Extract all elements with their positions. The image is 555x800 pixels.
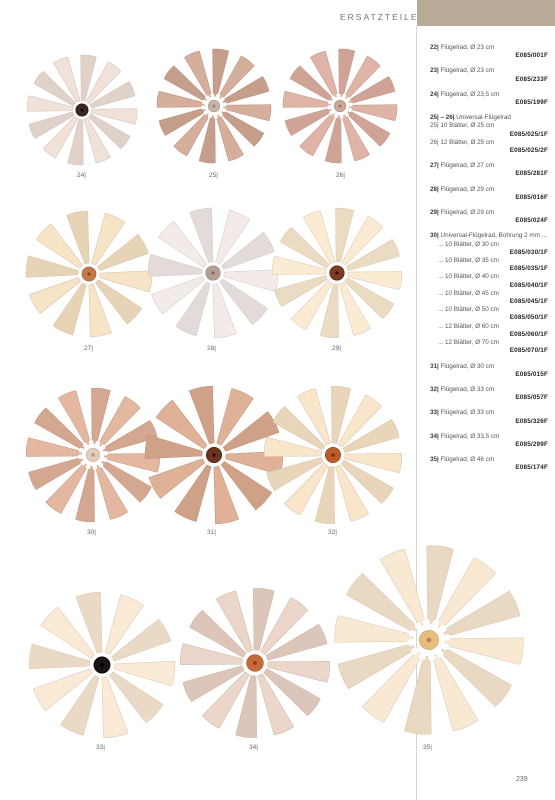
list-item: 31| Flügelrad, Ø 30 cm E085/015F: [430, 362, 548, 378]
article-code: E085/016F: [515, 193, 548, 201]
list-item: 24| Flügelrad, Ø 23,5 cm E085/199F: [430, 90, 548, 107]
article-code: E085/040/1F: [509, 281, 548, 289]
article-code: E085/001F: [515, 52, 548, 60]
article-code: E085/050/1F: [509, 314, 548, 322]
article-code: E085/045/1F: [509, 298, 548, 306]
fan-caption-27: 27|: [84, 345, 93, 352]
article-code: E085/024F: [515, 217, 548, 225]
article-code: E085/025/1F: [509, 130, 548, 138]
fan-image-26: [282, 48, 398, 164]
article-code: E085/025/2F: [509, 147, 548, 155]
list-item: 23| Flügelrad, Ø 23 cm E085/233F: [430, 67, 548, 83]
fan-caption-28: 28|: [207, 345, 216, 352]
list-item: 29| Flügelrad, Ø 29 cm E085/024F: [430, 209, 548, 225]
fan-caption-34: 34|: [249, 744, 258, 751]
fan-image-28: [147, 207, 279, 339]
fan-image-29: [271, 207, 403, 339]
article-code: E085/233F: [515, 75, 548, 83]
article-code: E085/326F: [515, 417, 548, 425]
fan-caption-31: 31|: [207, 529, 216, 536]
fan-caption-35: 35|: [423, 744, 432, 751]
list-item: 25| – 26| Universal-Flügelrad 25| 10 Blätter, Ø 25 cm E085/025/1F 26| 12 Blätter, Ø 25 cm E085/025/2F: [430, 114, 548, 155]
article-code: E085/035/1F: [509, 265, 548, 273]
fan-caption-33: 33|: [96, 744, 105, 751]
article-code: E085/281F: [515, 170, 548, 178]
fan-caption-26: 26|: [336, 172, 345, 179]
fan-caption-29: 29|: [332, 345, 341, 352]
fan-image-25: [156, 48, 272, 164]
fan-image-32: [263, 385, 403, 525]
fan-image-30: [25, 387, 161, 523]
list-item: 27| Flügelrad, Ø 27 cm E085/281F: [430, 162, 548, 178]
article-code: E085/030/1F: [509, 248, 548, 256]
fan-caption-32: 32|: [328, 529, 337, 536]
fan-image-24: [26, 54, 138, 166]
article-code: E085/299F: [515, 440, 548, 448]
fan-caption-30: 30|: [87, 529, 96, 536]
list-item: 30| Universal-Flügelrad, Bohrung 2 mm ... ... 10 Blätter, Ø 30 cm E085/030/1F ... 10 Blätter, Ø 35 cm E085/035/1F ... 10 Blätter, Ø 40 cm E085/040/1F ... 10 Blätter, Ø 45 cm E085/045/1F ... 10 Blätter, Ø 50 cm E085/050/1F ... 12 Blätter, Ø 60 cm E085/060/1F ... 12 Blätter, Ø 70 cm E085/070/1F: [430, 232, 548, 355]
header-accent-block: [417, 0, 555, 26]
list-item: 34| Flügelrad, Ø 33,5 cm E085/299F: [430, 432, 548, 448]
list-item: 35| Flügelrad, Ø 46 cm E085/174F: [430, 456, 548, 472]
article-code: E085/015F: [515, 370, 548, 378]
section-title: ERSATZTEILE: [340, 12, 419, 22]
article-code: E085/174F: [515, 464, 548, 472]
article-code: E085/070/1F: [509, 347, 548, 355]
list-item: 32| Flügelrad, Ø 33 cm E085/057F: [430, 385, 548, 402]
header-band: [0, 0, 555, 26]
page-number: 239: [516, 776, 528, 783]
article-code: E085/060/1F: [509, 330, 548, 338]
spare-parts-list: [430, 44, 548, 480]
list-item: 33| Flügelrad, Ø 33 cm E085/326F: [430, 409, 548, 425]
list-item: 22| Flügelrad, Ø 23 cm E085/001F: [430, 44, 548, 60]
fan-image-35: [333, 544, 525, 736]
fan-caption-24: 24|: [77, 172, 86, 179]
article-code: E085/057F: [515, 394, 548, 402]
article-code: E085/199F: [515, 99, 548, 107]
list-item: 28| Flügelrad, Ø 29 cm E085/016F: [430, 185, 548, 201]
fan-image-33: [28, 591, 176, 739]
fan-caption-25: 25|: [209, 172, 218, 179]
fan-image-27: [25, 210, 153, 338]
fan-image-34: [179, 587, 331, 739]
